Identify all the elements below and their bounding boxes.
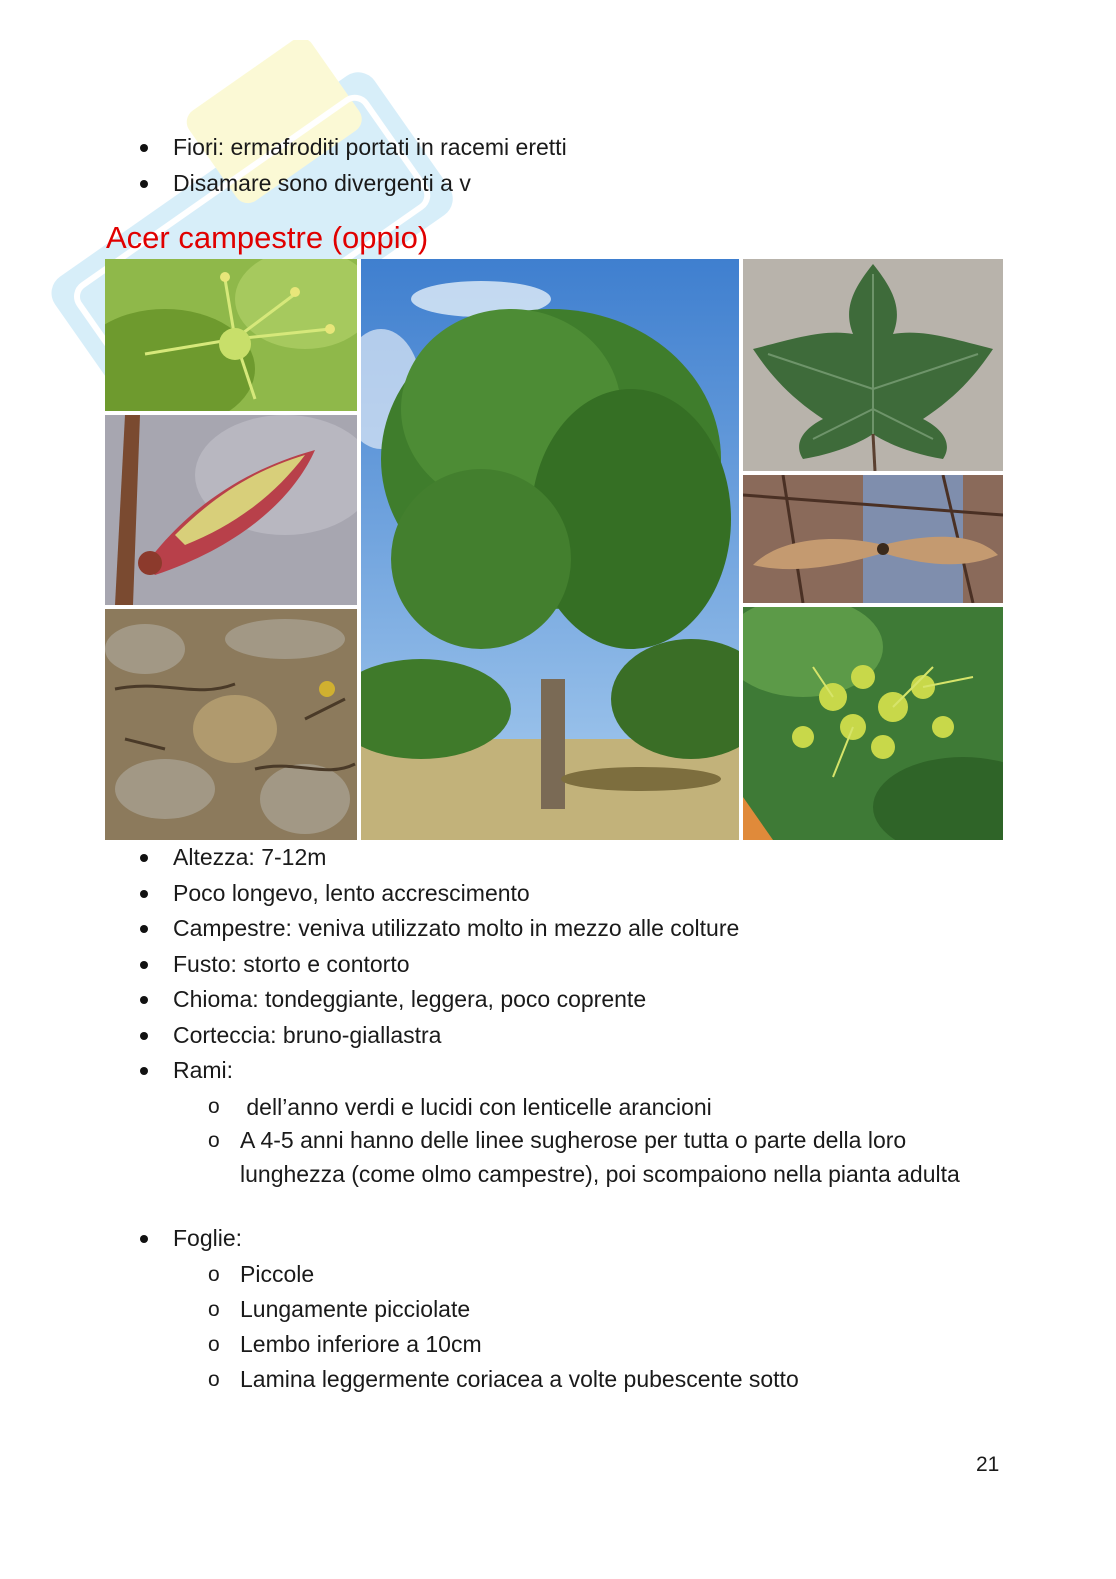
foglie-sub-list: [140, 1257, 799, 1397]
list-item: Campestre: veniva utilizzato molto in mezzo alle colture: [140, 911, 739, 947]
sub-item-text: Lungamente picciolate: [240, 1296, 471, 1322]
list-item: Fusto: storto e contorto: [140, 947, 739, 983]
sub-item-text: A 4-5 anni hanno delle linee sugherose per tutta o parte della loro lunghezza (come olmo campestre), poi scompaiono nella pianta adulta: [240, 1127, 960, 1187]
sub-list-item: [140, 1327, 799, 1362]
sub-item-text: Lamina leggermente coriacea a volte pubescente sotto: [240, 1366, 799, 1392]
list-item: Foglie:: [140, 1221, 242, 1257]
main-bullet-list: [140, 840, 739, 1089]
foglie-bullet-list: [140, 1221, 242, 1257]
sub-bullet-marker: o: [208, 1368, 220, 1391]
sub-list-item: [140, 1292, 799, 1327]
sub-bullet-marker: o: [208, 1333, 220, 1356]
sub-item-text: Lembo inferiore a 10cm: [240, 1331, 482, 1357]
flower-cluster-photo: [743, 607, 1003, 840]
list-item: Poco longevo, lento accrescimento: [140, 876, 739, 912]
sub-item-text: dell’anno verdi e lucidi con lenticelle arancioni: [240, 1094, 712, 1120]
page-number: 21: [976, 1453, 1000, 1476]
rami-sub-list: [140, 1090, 1000, 1191]
sub-bullet-marker: o: [208, 1129, 220, 1152]
sub-bullet-marker: o: [208, 1263, 220, 1286]
sub-list-item: [140, 1257, 799, 1292]
tree-photo: [361, 259, 739, 840]
bark-photo: [105, 609, 357, 840]
sub-list-item: [140, 1124, 1000, 1191]
sub-item-text: Piccole: [240, 1261, 315, 1287]
sub-list-item: [140, 1362, 799, 1397]
list-item: Altezza: 7-12m: [140, 840, 739, 876]
leaf-photo: [743, 259, 1003, 471]
bud-photo: [105, 415, 357, 605]
flower-photo: [105, 259, 357, 411]
list-item: Rami:: [140, 1053, 739, 1089]
list-item: Corteccia: bruno-giallastra: [140, 1018, 739, 1054]
list-item: Disamare sono divergenti a v: [140, 166, 567, 202]
sub-bullet-marker: o: [208, 1095, 220, 1118]
sub-bullet-marker: o: [208, 1298, 220, 1321]
list-item: Chioma: tondeggiante, leggera, poco coprente: [140, 982, 739, 1018]
section-heading: Acer campestre (oppio): [106, 220, 429, 255]
samara-photo: [743, 475, 1003, 603]
top-bullet-list: [140, 130, 567, 201]
list-item: Fiori: ermafroditi portati in racemi eretti: [140, 130, 567, 166]
photo-collage: [105, 259, 1003, 840]
sub-list-item: [140, 1090, 1000, 1124]
